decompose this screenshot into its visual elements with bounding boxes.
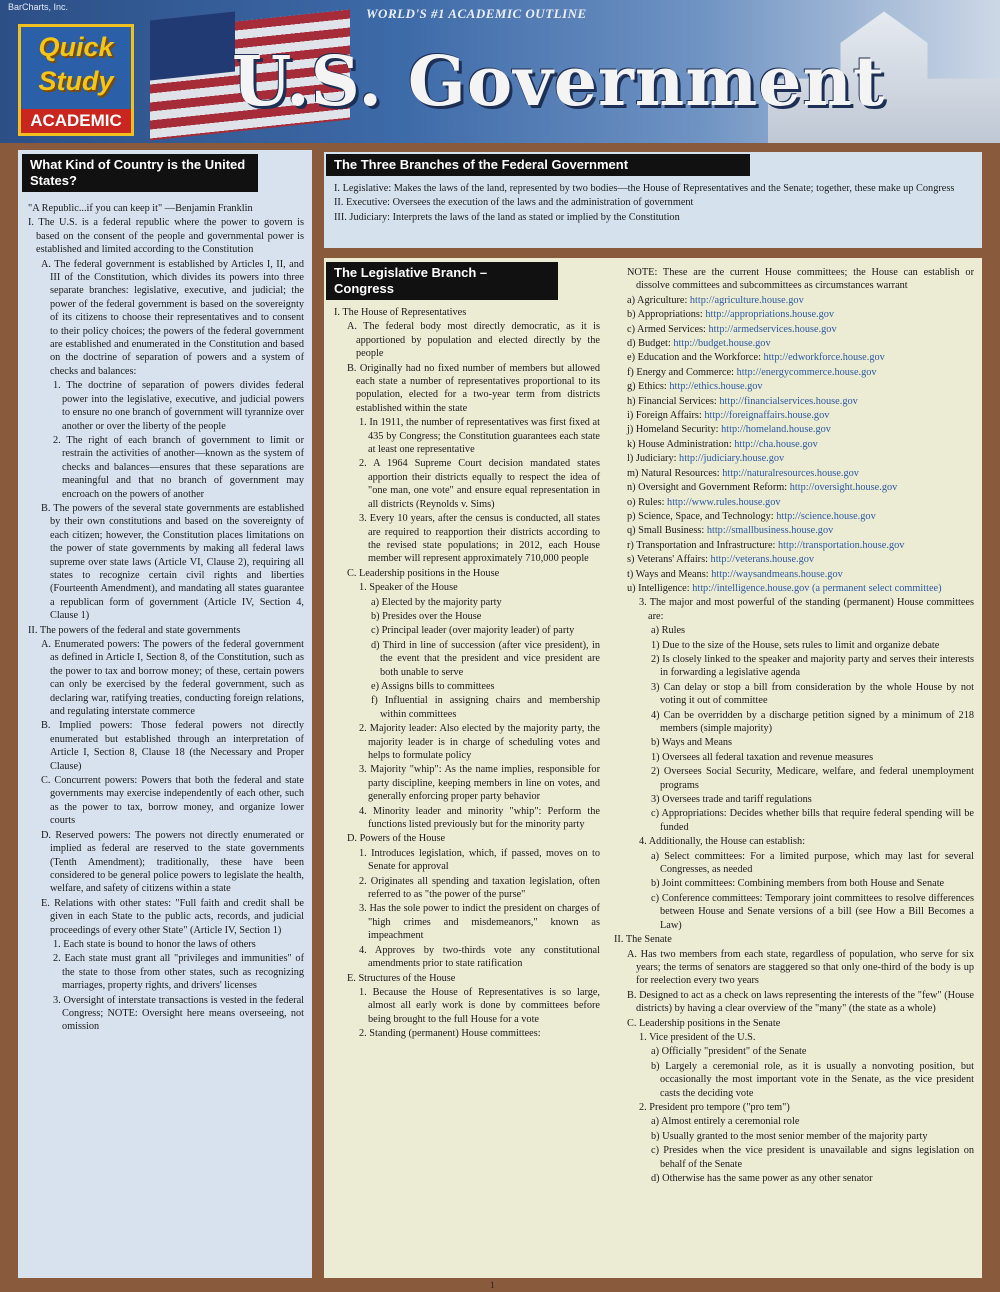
- outline-item: 1. In 1911, the number of representatives was first fixed at 435 by Congress; the Constitution guarantees each state at least one representative: [359, 417, 600, 456]
- committee-name: f) Energy and Commerce:: [627, 366, 737, 378]
- outline-item: 2. Majority leader: Also elected by the majority party, the majority leader is in charge of scheduling votes and helps to formulate policy: [359, 723, 600, 761]
- outline-item: 1) Oversees all federal taxation and revenue measures: [651, 751, 874, 763]
- committee-item: [614, 553, 974, 566]
- outline-item: A. Has two members from each state, regardless of population, who serve for six years; the terms of senators are staggered so that only one-third of the body is up for reelection every two years: [627, 948, 974, 987]
- outline-item: c) Conference committees: Temporary joint committees to resolve differences between House and Senate versions of a bill (see How a Bill Becomes a Law): [651, 892, 974, 931]
- quickstudy-logo: [18, 24, 134, 136]
- outline-item: I. The House of Representatives: [334, 307, 467, 318]
- committee-item: [614, 294, 974, 307]
- committee-item: [614, 409, 974, 422]
- outline-item: II. The Senate: [614, 934, 672, 946]
- committee-item: [614, 582, 974, 595]
- committee-item: [614, 366, 974, 379]
- committee-item: [614, 539, 974, 552]
- committee-item: [614, 308, 974, 321]
- committee-name: e) Education and the Workforce:: [627, 352, 764, 364]
- outline-item: 4. Additionally, the House can establish:: [639, 836, 806, 848]
- outline-item: D. Powers of the House: [347, 833, 446, 845]
- tagline: WORLD'S #1 ACADEMIC OUTLINE: [366, 6, 587, 21]
- committee-name: b) Appropriations:: [627, 309, 706, 321]
- committee-link[interactable]: http://www.rules.house.gov: [667, 496, 781, 508]
- section-heading-legislative: The Legislative Branch – Congress: [326, 262, 558, 300]
- outline-item: 2. President pro tempore ("pro tem"): [639, 1101, 790, 1113]
- committee-name: d) Budget:: [627, 338, 674, 350]
- outline-item: d) Otherwise has the same power as any other senator: [651, 1173, 873, 1184]
- outline-item: 2. Originates all spending and taxation legislation, often referred to as "the power of the purse": [359, 875, 600, 901]
- committee-name: n) Oversight and Government Reform:: [627, 482, 790, 494]
- outline-item: c) Principal leader (over majority leader) of party: [371, 625, 575, 637]
- outline-item: 4) Can be overridden by a discharge petition signed by a minimum of 218 members (simple majority): [651, 709, 974, 734]
- branch-item: I. Legislative: Makes the laws of the land, represented by two bodies—the House of Representatives and the Senate; together, these make up Congress: [334, 183, 955, 194]
- flag-canton: [150, 12, 235, 81]
- committee-note: NOTE: These are the current House committees; the House can establish or dissolve committees and subcommittees as circumstances warrant: [627, 267, 974, 292]
- section-heading-branches: The Three Branches of the Federal Government: [326, 154, 750, 176]
- outline-item: 2) Oversees Social Security, Medicare, welfare, and federal unemployment programs: [651, 766, 974, 791]
- publisher-label: BarCharts, Inc.: [8, 2, 69, 12]
- outline-item: f) Influential in assigning chairs and membership within committees: [371, 695, 600, 720]
- committee-name: r) Transportation and Infrastructure:: [627, 539, 778, 551]
- outline-item: a) Officially "president" of the Senate: [651, 1046, 807, 1058]
- outline-item: 4. Minority leader and minority "whip": Perform the functions listed previously but for the minority party: [359, 805, 600, 831]
- committee-link[interactable]: http://oversight.house.gov: [789, 482, 898, 494]
- outline-item: C. Leadership positions in the Senate: [627, 1017, 781, 1029]
- committee-link[interactable]: http://cha.house.gov: [734, 438, 818, 450]
- outline-item: c) Presides when the vice president is unavailable and signs legislation on behalf of the Senate: [651, 1145, 974, 1170]
- committee-item: [614, 496, 974, 509]
- outline-item: 1) Due to the size of the House, sets rules to limit and organize debate: [651, 639, 940, 651]
- outline-item: 1. Each state is bound to honor the laws of others: [53, 938, 256, 950]
- committee-name: u) Intelligence:: [627, 582, 693, 594]
- outline-item: 2) Is closely linked to the speaker and majority party and serves their interests in forwarding a legislative agenda: [651, 653, 974, 679]
- committee-name: i) Foreign Affairs:: [627, 410, 705, 422]
- legislative-right-list: [614, 596, 974, 1185]
- outline-item: a) Rules: [651, 625, 686, 637]
- branch-item: III. Judiciary: Interprets the laws of the land as stated or implied by the Constitution: [334, 211, 680, 223]
- outline-item: 1. Vice president of the U.S.: [639, 1031, 756, 1043]
- committee-link[interactable]: http://financialservices.house.gov: [719, 395, 858, 407]
- committee-name: j) Homeland Security:: [627, 424, 722, 436]
- outline-item: B. Implied powers: Those federal powers not directly enumerated but established through an interpretation of Article I, Section 8, Clause 18 (the Necessary and Proper Clause): [41, 720, 304, 772]
- committee-name: a) Agriculture:: [627, 294, 690, 306]
- header-banner: [0, 0, 1000, 143]
- outline-item: E. Structures of the House: [347, 972, 456, 984]
- committee-link[interactable]: http://agriculture.house.gov: [689, 294, 804, 306]
- committee-item: [614, 481, 974, 494]
- outline-item: I. The U.S. is a federal republic where the power to govern is based on the consent of the people and governmental power is established and limited according to the Constitution: [28, 217, 304, 256]
- committee-link[interactable]: http://homeland.house.gov: [721, 424, 831, 436]
- committee-link[interactable]: http://transportation.house.gov: [777, 539, 905, 551]
- outline-item: 1. Because the House of Representatives is so large, almost all early work is done by committees before being brought to the full House for a vote: [359, 986, 600, 1025]
- outline-item: 3. The major and most powerful of the standing (permanent) House committees are:: [639, 597, 974, 622]
- committee-item: [614, 380, 974, 393]
- committee-link[interactable]: http://edworkforce.house.gov: [763, 352, 885, 364]
- outline-item: II. The powers of the federal and state governments: [28, 624, 241, 636]
- outline-item: 3. Majority "whip": As the name implies, responsible for party discipline, keeping members in line on votes, and generally enforcing proper party behavior: [359, 764, 600, 803]
- committee-name: q) Small Business:: [627, 525, 707, 537]
- outline-item: a) Almost entirely a ceremonial role: [651, 1116, 800, 1128]
- committee-link[interactable]: http://veterans.house.gov: [710, 554, 815, 566]
- outline-item: b) Presides over the House: [371, 610, 482, 622]
- committee-item: [614, 323, 974, 336]
- outline-item: C. Leadership positions in the House: [347, 567, 500, 579]
- country-list: [28, 216, 304, 1033]
- committee-name: g) Ethics:: [627, 381, 670, 393]
- outline-item: 2. The right of each branch of government to limit or restrain the activities of another—known as the system of checks and balances—ensures that these separations are meaningful and that no branch of government may encroach on the powers of another: [53, 434, 304, 500]
- outline-item: B. The powers of the several state governments are established by their own constitutions and based on the sovereignty of each citizen; however, the Constitution places limitations on the power of state governments by making all federal laws supreme over state laws (Article VI, Clause 2), requiring all states to recognize certain civil rights and liberties (Fourteenth Amendment), and mandating all states guarantee a republican form of government (Article IV, Section 4, Clause 1): [41, 502, 304, 622]
- outline-item: b) Joint committees: Combining members from both House and Senate: [651, 878, 945, 890]
- legislative-left-column: [334, 306, 600, 1042]
- committee-list: [614, 294, 974, 596]
- committee-name: h) Financial Services:: [627, 395, 720, 407]
- page-title: U.S. Government: [232, 42, 886, 122]
- committee-link[interactable]: http://naturalresources.house.gov: [722, 467, 859, 479]
- outline-item: D. Reserved powers: The powers not directly enumerated or implied as federal are reserved to the state governments (Tenth Amendment); traditionally, these have been considered to be general police powers to legislate the health, welfare, and safety of citizens within a state: [41, 829, 304, 895]
- committee-item: [614, 423, 974, 436]
- outline-item: 3. Every 10 years, after the census is conducted, all states are required to reapportion their districts according to the revised state populations; in 2012, each House member will represent approximately 710,000 people: [359, 513, 600, 565]
- committee-item: [614, 568, 974, 581]
- committee-link[interactable]: http://budget.house.gov: [673, 338, 771, 350]
- outline-item: 2. A 1964 Supreme Court decision mandated states apportion their districts equally to respect the idea of "one man, one vote" and ensure equal representation in all districts (Reynolds v. Sims): [359, 458, 600, 510]
- legislative-panel: [324, 258, 982, 1278]
- committee-item: [614, 467, 974, 480]
- committee-item: [614, 438, 974, 451]
- committee-link[interactable]: http://armedservices.house.gov: [708, 323, 837, 335]
- committee-link[interactable]: http://science.house.gov: [776, 510, 876, 522]
- page-number: 1: [490, 1280, 495, 1290]
- outline-item: e) Assigns bills to committees: [371, 680, 495, 692]
- outline-item: 1. Introduces legislation, which, if passed, moves on to Senate for approval: [359, 847, 600, 873]
- outline-item: C. Concurrent powers: Powers that both the federal and state governments may exercise independently of each other, such as the power to tax, borrow money, and organize lower courts: [41, 775, 304, 827]
- committee-item: [614, 452, 974, 465]
- outline-item: a) Select committees: For a limited purpose, which may last for several Congresses, as needed: [651, 850, 974, 876]
- outline-item: 2. Each state must grant all "privileges and immunities" of the state to those from other states, such as recognizing marriages, property rights, and drivers' licenses: [53, 953, 304, 992]
- committee-name: m) Natural Resources:: [627, 467, 723, 479]
- outline-item: b) Ways and Means: [651, 737, 733, 749]
- logo-quick: Quick: [38, 32, 114, 62]
- branch-item: II. Executive: Oversees the execution of the laws and the administration of government: [334, 197, 694, 209]
- committee-link[interactable]: http://waysandmeans.house.gov: [711, 568, 843, 580]
- outline-item: b) Largely a ceremonial role, as it is usually a nonvoting position, but occasionally the most important vote in the Senate, as the vice president casts the deciding vote: [651, 1060, 974, 1099]
- outline-item: A. Enumerated powers: The powers of the federal government as defined in Article I, Section 8, of the Constitution, such as the power to tax and borrow money; of these, certain powers can only be exercised by the federal government, such as declaring war, ratifying treaties, conducting foreign relations, and regulating interstate commerce: [41, 639, 304, 718]
- committee-link[interactable]: http://appropriations.house.gov: [705, 309, 835, 321]
- committee-name: p) Science, Space, and Technology:: [627, 510, 777, 522]
- committee-item: [614, 395, 974, 408]
- logo-study: Study: [38, 66, 114, 96]
- outline-item: A. The federal body most directly democratic, as it is apportioned by population and elected directly by the people: [347, 321, 600, 360]
- outline-item: 1. Speaker of the House: [359, 582, 458, 594]
- outline-item: 3) Can delay or stop a bill from consideration by the whole House by not voting it out of committee: [651, 681, 974, 707]
- outline-item: 3. Has the sole power to indict the president on charges of "high crimes and misdemeanors," known as impeachment: [359, 903, 600, 942]
- committee-link[interactable]: http://energycommerce.house.gov: [736, 366, 877, 378]
- committee-link[interactable]: http://smallbusiness.house.gov: [706, 525, 834, 537]
- committee-link[interactable]: http://foreignaffairs.house.gov: [704, 410, 830, 422]
- country-panel: [18, 150, 312, 1278]
- committee-link[interactable]: http://intelligence.house.gov (a permanent select committee): [692, 582, 942, 594]
- committee-name: t) Ways and Means:: [627, 568, 712, 580]
- committee-item: [614, 351, 974, 364]
- outline-item: b) Usually granted to the most senior member of the majority party: [651, 1130, 928, 1142]
- branches-list: [334, 182, 972, 224]
- outline-item: 4. Approves by two-thirds vote any constitutional amendments prior to state ratification: [359, 944, 600, 970]
- committee-name: c) Armed Services:: [627, 323, 709, 335]
- outline-item: 3) Oversees trade and tariff regulations: [651, 794, 812, 806]
- committee-name: l) Judiciary:: [627, 453, 680, 465]
- outline-item: d) Third in line of succession (after vice president), in the event that the president and vice president are both unable to serve: [371, 639, 600, 678]
- committee-item: [614, 524, 974, 537]
- legislative-right-column: [614, 266, 974, 1186]
- outline-item: A. The federal government is established by Articles I, II, and III of the Constitution, which divides its powers into three separate branches: legislative, executive, and judicial; the power of the federal government is based on the sovereignty of its citizens to choose their representatives and to consent to their policy choices; the powers of the federal government are established and enumerated in the Constitution and based on the doctrine of separation of powers and a system of checks and balances:: [41, 258, 304, 377]
- outline-item: a) Elected by the majority party: [371, 596, 502, 608]
- section-heading-country: What Kind of Country is the United States?: [22, 154, 258, 192]
- committee-item: [614, 510, 974, 523]
- outline-item: 1. The doctrine of separation of powers divides federal power into the legislative, executive, and judicial powers to ensure no one branch of government will tyrannize over another or over the liberty of the people: [53, 380, 304, 432]
- outline-item: 3. Oversight of interstate transactions is vested in the federal Congress; NOTE: Oversight here means overseeing, not omission: [53, 994, 304, 1033]
- outline-item: B. Designed to act as a check on laws representing the interests of the "few" (House districts) by having a clear overview of the "many" (the state as a whole): [627, 989, 974, 1015]
- committee-link[interactable]: http://ethics.house.gov: [669, 381, 763, 393]
- outline-item: 2. Standing (permanent) House committees:: [359, 1028, 541, 1040]
- quote: "A Republic...if you can keep it" —Benjamin Franklin: [28, 203, 253, 214]
- outline-item: c) Appropriations: Decides whether bills that require federal spending will be funded: [651, 808, 974, 833]
- committee-link[interactable]: http://judiciary.house.gov: [679, 453, 785, 465]
- logo-academic: ACADEMIC: [21, 109, 131, 133]
- outline-item: E. Relations with other states: "Full faith and credit shall be given in each State to the public acts, records, and judicial proceedings of every other State" (Article IV, Section 1): [41, 897, 304, 936]
- committee-name: k) House Administration:: [627, 438, 735, 450]
- committee-name: o) Rules:: [627, 496, 668, 508]
- committee-name: s) Veterans' Affairs:: [627, 554, 711, 566]
- committee-item: [614, 337, 974, 350]
- outline-item: B. Originally had no fixed number of members but allowed each state a number of representatives proportional to its population, elected for a two-year term from districts established within the state: [347, 362, 600, 414]
